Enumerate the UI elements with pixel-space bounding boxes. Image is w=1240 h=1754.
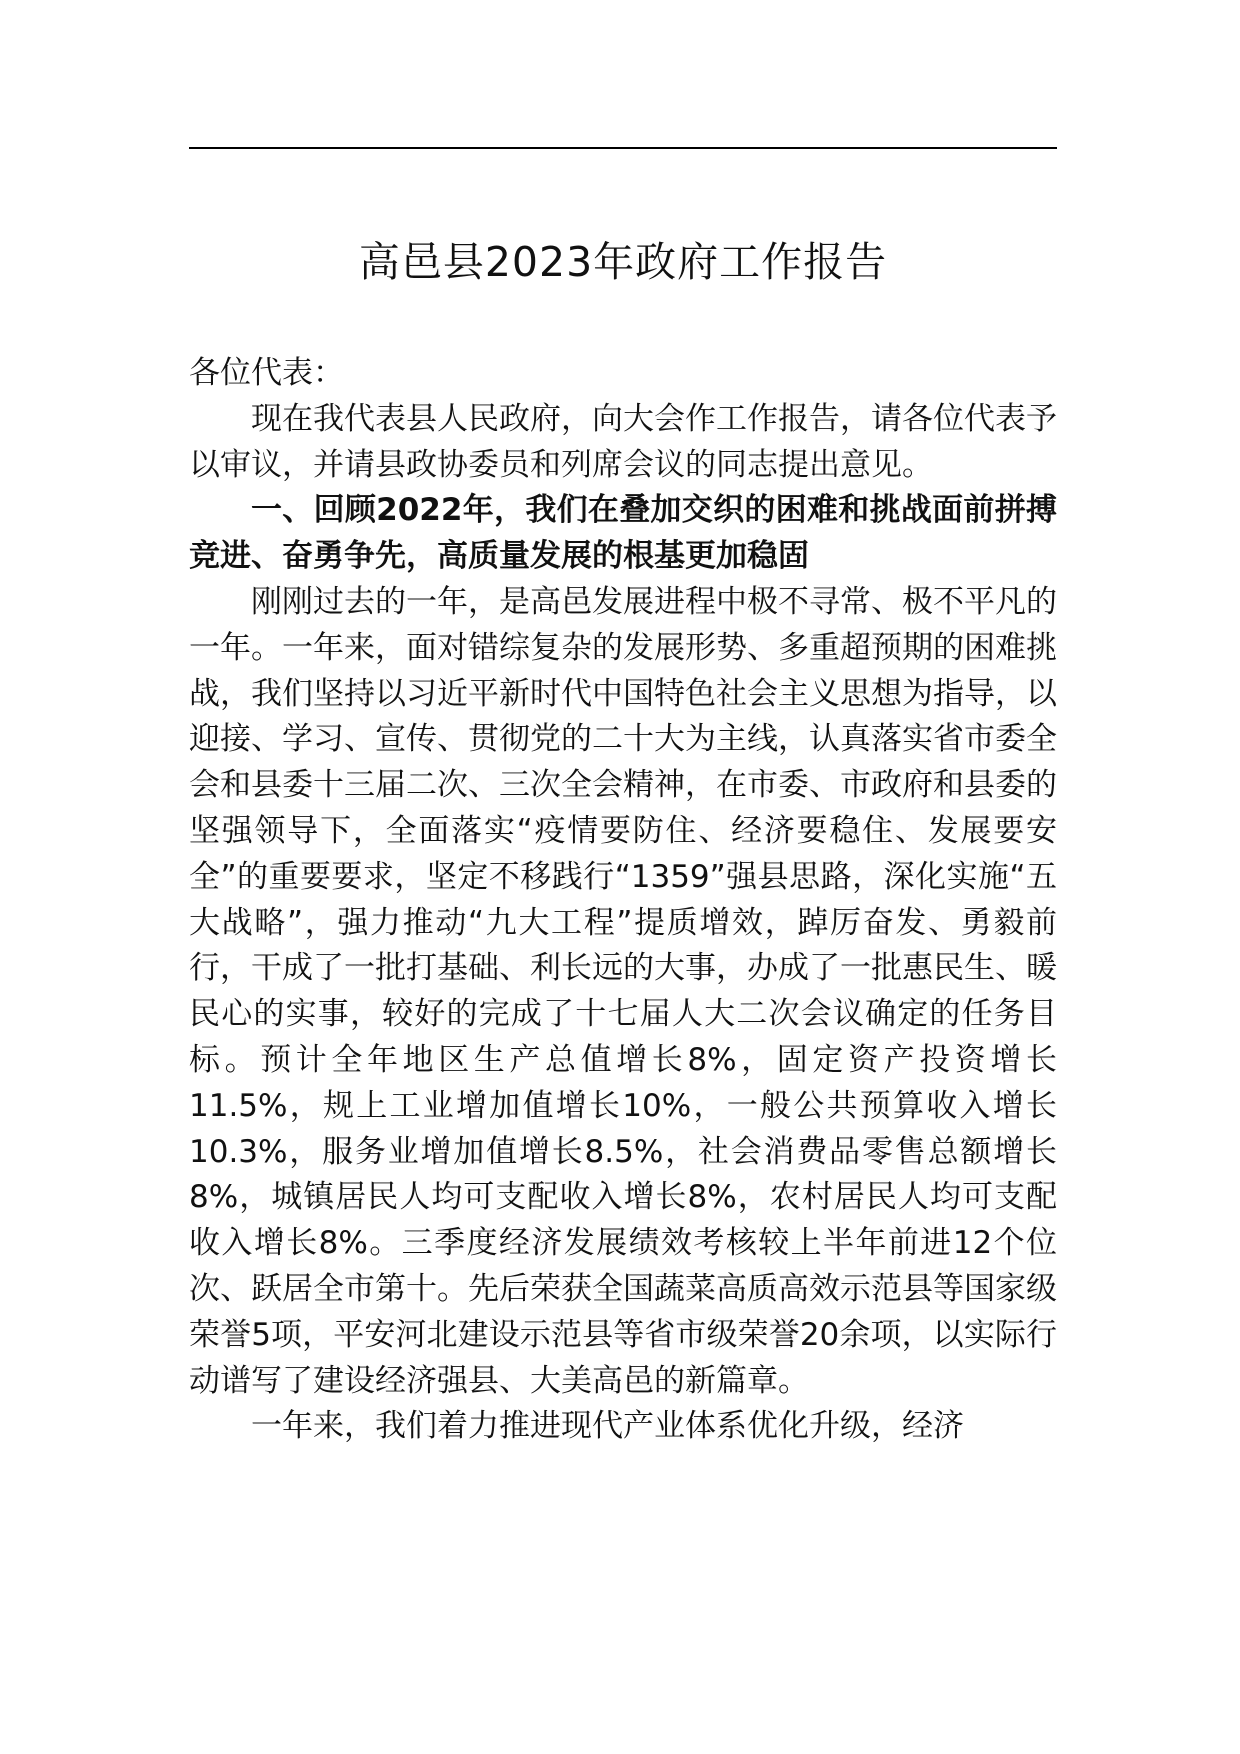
document-body [189,351,1057,1450]
salutation: 各位代表： [189,355,344,391]
document-title: 高邑县2023年政府工作报告 [358,238,888,286]
header-rule [189,147,1057,149]
review-paragraph: 刚刚过去的一年，是高邑发展进程中极不寻常、极不平凡的一年。一年来，面对错综复杂的发展形势、多重超预期的困难挑战，我们坚持以习近平新时代中国特色社会主义思想为指导，以迎接、学习、宣传、贯彻党的二十大为主线，认真落实省市委全会和县委十三届二次、三次全会精神，在市委、市政府和县委的坚强领导下，全面落实“疫情要防住、经济要稳住、发展要安全”的重要要求，坚定不移践行“1359”强县思路，深化实施“五大战略”，强力推动“九大工程”提质增效，踔厉奋发、勇毅前行，干成了一批打基础、利长远的大事，办成了一批惠民生、暖民心的实事，较好的完成了十七届人大二次会议确定的任务目标。预计全年地区生产总值增长8%，固定资产投资增长11.5%，规上工业增加值增长10%，一般公共预算收入增长10.3%，服务业增加值增长8.5%，社会消费品零售总额增长8%，城镇居民人均可支配收入增长8%，农村居民人均可支配收入增长8%。三季度经济发展绩效考核较上半年前进12个位次、跃居全市第十。先后荣获全国蔬菜高质高效示范县等国家级荣誉5项，平安河北建设示范县等省市级荣誉20余项，以实际行动谱写了建设经济强县、大美高邑的新篇章。 [189,583,1057,1399]
section-heading: 一、回顾2022年，我们在叠加交织的困难和挑战面前拼搏竞进、奋勇争先，高质量发展的根基更加稳固 [189,492,1057,575]
intro-paragraph: 现在我代表县人民政府，向大会作工作报告，请各位代表予以审议，并请县政协委员和列席会议的同志提出意见。 [189,400,1057,483]
continuation-paragraph: 一年来，我们着力推进现代产业体系优化升级，经济 [251,1408,964,1445]
